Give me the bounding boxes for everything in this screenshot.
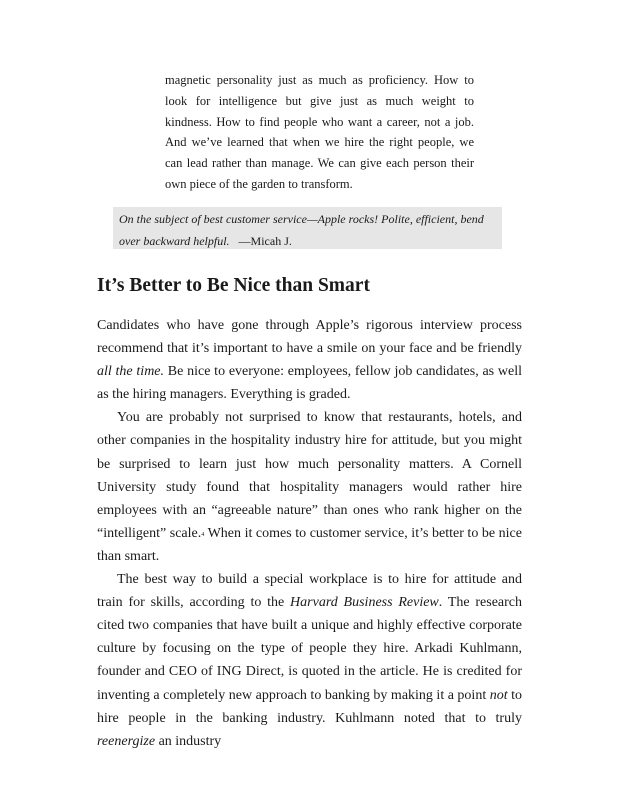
section-heading: It’s Better to Be Nice than Smart — [97, 275, 370, 296]
paragraph-3 — [97, 568, 522, 753]
paragraph-2-text: You are probably not surprised to know that restaurants, hotels, and other companies in the hospitality industry hire for attitude, but you might be surprised to learn just how much personality matters. A Cornell University study found that hospitality managers would rather hire employees with an “agreeable nature” than ones who rank higher on the “intelligent” scale. — [97, 410, 522, 541]
quote-paragraph: magnetic personality just as much as proficiency. How to look for intelligence but give just as much weight to kindness. How to find people who want a career, not a job. And we’ve learned that when we hire the right people, we can lead rather than manage. We can give each person their own piece of the garden to transform. — [165, 73, 474, 191]
paragraph-1-text: Candidates who have gone through Apple’s rigorous interview process recommend that it’s important to have a smile on your face and be friendly — [97, 318, 522, 357]
testimonial-attribution: —Micah J. — [238, 233, 292, 248]
testimonial-text: On the subject of best customer service—Apple rocks! Polite, efficient, bend over backward helpful. — [119, 212, 484, 248]
body-text — [97, 314, 522, 753]
footnote-marker: 4 — [201, 531, 205, 538]
paragraph-3-text-end: an industry — [155, 733, 222, 749]
paragraph-2 — [97, 406, 522, 568]
paragraph-3-text-mid-2: to hire people in the banking industry. Kuhlmann noted that to truly — [97, 687, 523, 726]
paragraph-2-text-end: When it comes to customer service, it’s better to be nice than smart. — [97, 525, 522, 564]
paragraph-1-emphasis: all the time. — [97, 364, 165, 380]
block-quote — [165, 70, 474, 195]
paragraph-1-text-end: Be nice to everyone: employees, fellow job candidates, as well as the hiring managers. Everything is graded. — [97, 364, 522, 403]
testimonial-box — [113, 207, 502, 249]
publication-title: Harvard Business Review — [290, 595, 439, 611]
paragraph-3-text: The best way to build a special workplace is to hire for attitude and train for skills, according to the — [97, 572, 522, 611]
emphasis-reenergize: reenergize — [97, 733, 156, 749]
emphasis-not: not — [489, 687, 508, 703]
paragraph-1 — [97, 314, 522, 406]
paragraph-3-text-mid: . The research cited two companies that have built a unique and highly effective corporate culture by focusing on the type of people they hire. Arkadi Kuhlmann, founder and CEO of ING Direct, is quoted in the article. He is credited for inventing a completely new approach to banking by making it a point — [97, 595, 523, 703]
